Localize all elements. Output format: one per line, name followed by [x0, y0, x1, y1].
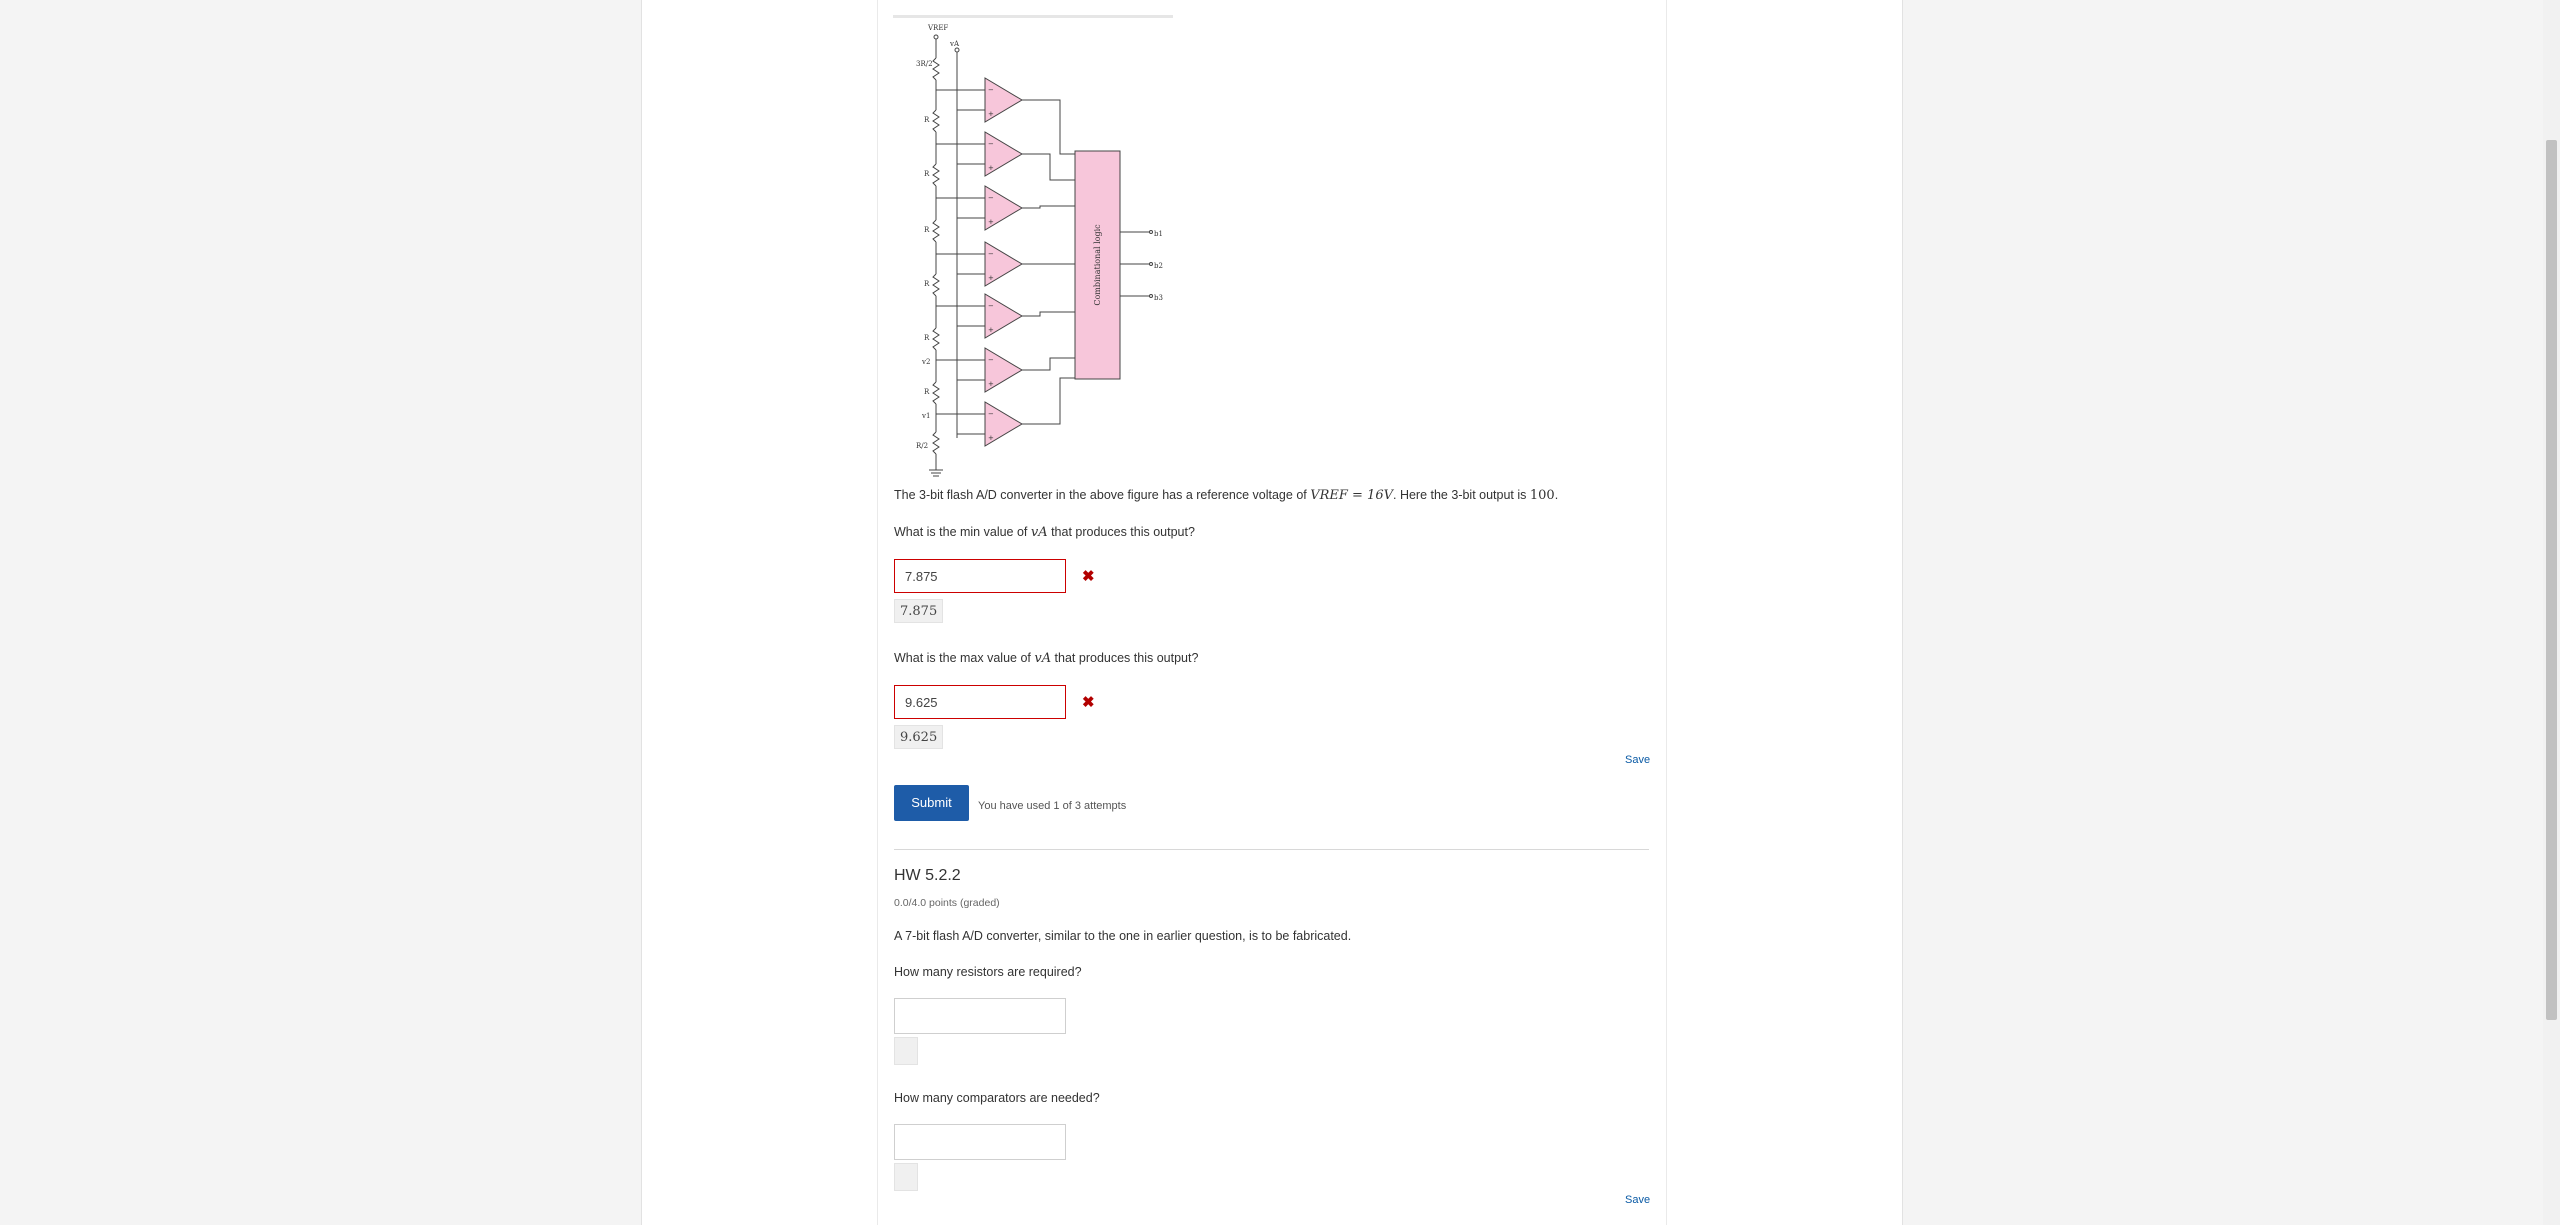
va-label: vA	[950, 40, 960, 48]
svg-text:+: +	[988, 164, 994, 172]
svg-text:−: −	[988, 86, 994, 94]
top-resistor-label: 3R/2	[916, 60, 933, 68]
resistor-label-r2: R	[924, 170, 930, 178]
svg-text:−: −	[988, 410, 994, 418]
max-va-preview: 9.625	[894, 725, 943, 749]
svg-text:+: +	[988, 380, 994, 388]
attempts-text: You have used 1 of 3 attempts	[978, 800, 1127, 812]
svg-text:−: −	[988, 302, 994, 310]
vref-label: VREF	[928, 24, 949, 32]
resistor-label-r6: R	[924, 388, 930, 396]
q1-max-prompt: What is the max value of vA that produces this output?	[894, 651, 1199, 666]
resistor-label-r1: R	[924, 116, 930, 124]
output-label-b1: b1	[1154, 230, 1163, 238]
output-label-b2: b2	[1154, 262, 1163, 270]
resistors-preview	[894, 1037, 918, 1065]
resistor-label-r4: R	[924, 280, 930, 288]
scrollbar-thumb[interactable]	[2546, 140, 2557, 1020]
comparators-preview	[894, 1163, 918, 1191]
svg-text:+: +	[988, 218, 994, 226]
resistor-label-r3: R	[924, 226, 930, 234]
min-va-preview: 7.875	[894, 599, 943, 623]
min-va-input[interactable]: 7.875	[894, 559, 1066, 593]
flash-adc-figure	[900, 18, 1190, 478]
svg-text:−: −	[988, 194, 994, 202]
max-va-input[interactable]: 9.625	[894, 685, 1066, 719]
svg-text:−: −	[988, 250, 994, 258]
svg-text:+: +	[988, 326, 994, 334]
combinational-logic-label: Combinational logic	[1093, 224, 1102, 306]
save-button[interactable]: Save	[1625, 1194, 1651, 1206]
q1-min-prompt: What is the min value of vA that produces this output?	[894, 525, 1195, 540]
incorrect-icon: ✖	[1082, 694, 1095, 711]
resistors-input[interactable]	[894, 998, 1066, 1034]
incorrect-icon: ✖	[1082, 568, 1095, 585]
output-math: 100	[1529, 488, 1555, 503]
points-label: 0.0/4.0 points (graded)	[894, 897, 1000, 909]
svg-text:+: +	[988, 434, 994, 442]
svg-text:+: +	[988, 274, 994, 282]
svg-text:−: −	[988, 356, 994, 364]
vref-math: VREF = 16V	[1310, 488, 1393, 503]
comparators-input[interactable]	[894, 1124, 1066, 1160]
resistors-prompt: How many resistors are required?	[894, 965, 1082, 979]
v2-label: v2	[922, 358, 931, 366]
bottom-resistor-label: R/2	[916, 442, 929, 450]
svg-text:−: −	[988, 140, 994, 148]
v1-label: v1	[922, 412, 931, 420]
problem-title: HW 5.2.2	[894, 867, 961, 884]
resistor-label-r5: R	[924, 334, 930, 342]
q2-intro: A 7-bit flash A/D converter, similar to the one in earlier question, is to be fabricated.	[894, 929, 1352, 943]
svg-text:+: +	[988, 110, 994, 118]
output-label-b3: b3	[1154, 294, 1163, 302]
section-divider	[894, 849, 1649, 850]
q1-description: The 3-bit flash A/D converter in the above figure has a reference voltage of VREF = 16V. Here the 3-bit output is 100.	[894, 488, 1559, 503]
save-button[interactable]: Save	[1625, 754, 1651, 766]
submit-button[interactable]: Submit	[894, 785, 969, 821]
comparators-prompt: How many comparators are needed?	[894, 1091, 1100, 1105]
